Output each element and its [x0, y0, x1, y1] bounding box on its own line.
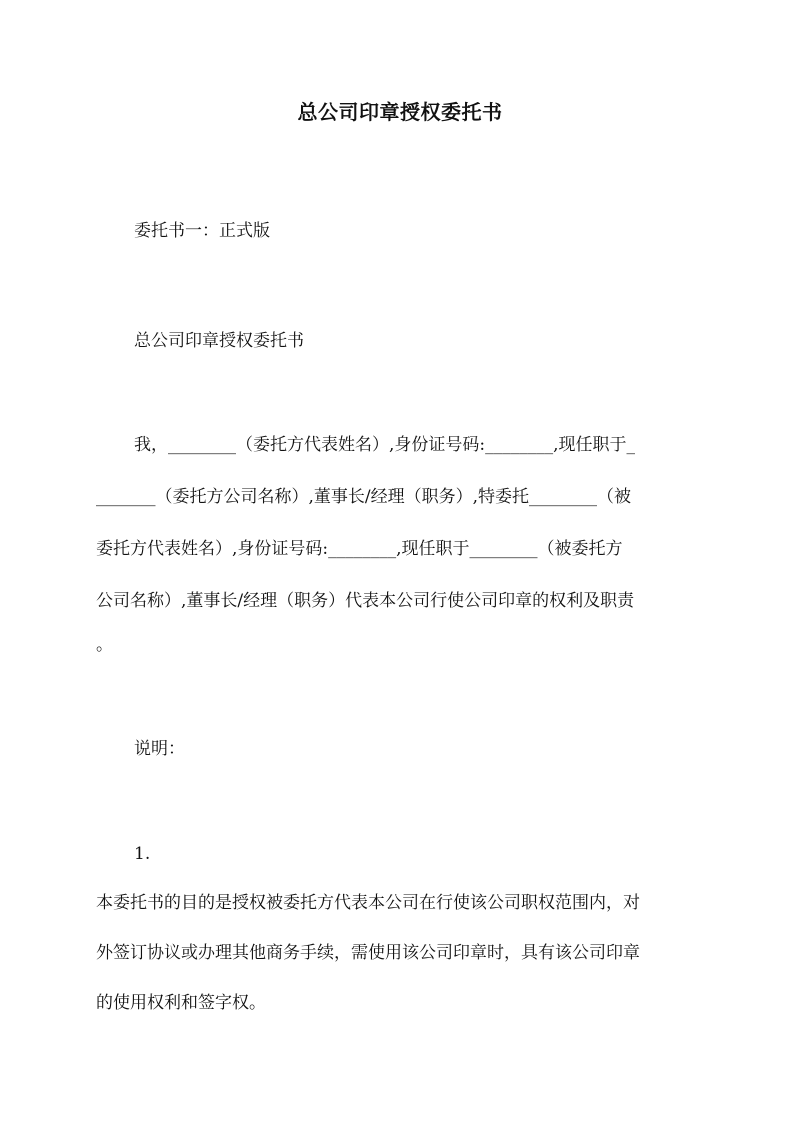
paragraph-line: 外签订协议或办理其他商务手续，需使用该公司印章时，具有该公司印章: [96, 943, 640, 963]
paragraph-line: 的使用权利和签字权。: [96, 993, 266, 1013]
paragraph-line: 委托方代表姓名）,身份证号码:________,现任职于________（被委托方: [96, 539, 623, 559]
paragraph-line: 本委托书的目的是授权被委托方代表本公司在行使该公司职权范围内，对: [96, 893, 640, 913]
note-label: 说明：: [134, 739, 185, 759]
paragraph-line: 公司名称）,董事长/经理（职务）代表本公司行使公司印章的权利及职责: [96, 591, 635, 611]
paragraph-line: 我，________（委托方代表姓名）,身份证号码:________,现任职于_: [134, 435, 636, 455]
document-title: 总公司印章授权委托书: [297, 100, 503, 124]
section-heading: 总公司印章授权委托书: [134, 331, 304, 351]
paragraph-line: 。: [96, 635, 113, 655]
item-number: 1.: [134, 844, 151, 864]
paragraph-line: _______（委托方公司名称）,董事长/经理（职务）,特委托________（被: [96, 487, 632, 507]
document-subtitle: 委托书一：正式版: [134, 221, 270, 241]
